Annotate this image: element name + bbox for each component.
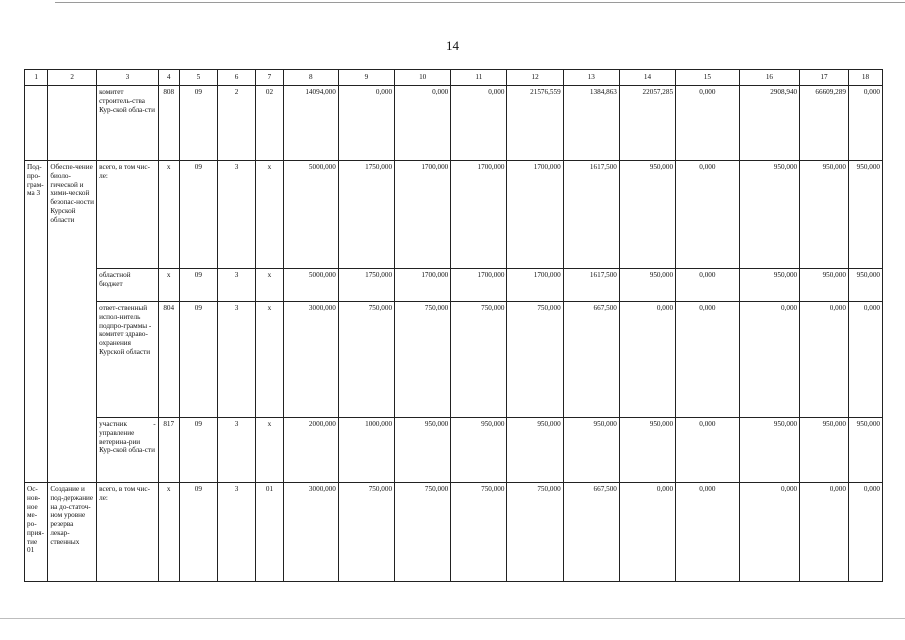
value-cell: 0,000 bbox=[800, 302, 849, 418]
value-cell: 667,500 bbox=[563, 302, 619, 418]
value-cell: 0,000 bbox=[739, 302, 799, 418]
om-cell: 01 bbox=[256, 483, 284, 582]
source-cell: всего, в том чис-ле: bbox=[97, 483, 159, 582]
program-cell: Ос-нов-ное ме-ро-прия-тие 01 bbox=[25, 483, 48, 582]
value-cell: 950,000 bbox=[619, 418, 675, 483]
scan-edge-bottom bbox=[0, 618, 905, 619]
source-cell: участник - управление ветерина-рии Кур-ской обла-сти bbox=[97, 418, 159, 483]
value-cell: 0,000 bbox=[676, 418, 740, 483]
value-cell: 1700,000 bbox=[451, 161, 507, 269]
pgp-cell: 3 bbox=[217, 418, 255, 483]
value-cell: 1700,000 bbox=[507, 161, 563, 269]
om-cell: х bbox=[256, 302, 284, 418]
title-cell: Обеспе-чение биоло-гической и хими-ческой безопас-ности Курской области bbox=[48, 161, 97, 483]
header-cell: 11 bbox=[451, 70, 507, 86]
value-cell: 1750,000 bbox=[338, 269, 394, 302]
title-cell: Создание и под-держание на до-статоч-ном уровне резерва лекар-ственных bbox=[48, 483, 97, 582]
table-row bbox=[25, 483, 883, 582]
value-cell: 5000,000 bbox=[283, 161, 338, 269]
table-row bbox=[25, 161, 883, 269]
value-cell: 750,000 bbox=[451, 483, 507, 582]
value-cell: 1617,500 bbox=[563, 161, 619, 269]
value-cell: 0,000 bbox=[676, 483, 740, 582]
grbs-cell: 817 bbox=[158, 418, 179, 483]
value-cell: 0,000 bbox=[800, 483, 849, 582]
header-cell: 8 bbox=[283, 70, 338, 86]
grbs-cell: х bbox=[158, 483, 179, 582]
value-cell: 1700,000 bbox=[507, 269, 563, 302]
header-cell: 13 bbox=[563, 70, 619, 86]
value-cell: 0,000 bbox=[676, 161, 740, 269]
value-cell: 0,000 bbox=[676, 269, 740, 302]
om-cell: 02 bbox=[256, 86, 284, 161]
source-cell: комитет строитель-ства Кур-ской обла-сти bbox=[97, 86, 159, 161]
header-cell: 7 bbox=[256, 70, 284, 86]
table-row bbox=[25, 302, 883, 418]
value-cell: 950,000 bbox=[800, 269, 849, 302]
value-cell: 0,000 bbox=[338, 86, 394, 161]
source-cell: ответ-ственный испол-нитель подпро-граммы - комитет здраво-охранения Курской области bbox=[97, 302, 159, 418]
value-cell: 750,000 bbox=[395, 483, 451, 582]
header-cell: 15 bbox=[676, 70, 740, 86]
value-cell: 667,500 bbox=[563, 483, 619, 582]
value-cell: 950,000 bbox=[619, 161, 675, 269]
value-cell: 1750,000 bbox=[338, 161, 394, 269]
header-cell: 6 bbox=[217, 70, 255, 86]
gp-cell: 09 bbox=[179, 86, 217, 161]
pgp-cell: 2 bbox=[217, 86, 255, 161]
value-cell: 0,000 bbox=[848, 302, 882, 418]
value-cell: 0,000 bbox=[395, 86, 451, 161]
title-cell bbox=[48, 86, 97, 161]
value-cell: 66609,289 bbox=[800, 86, 849, 161]
scan-edge-top bbox=[55, 2, 905, 3]
value-cell: 750,000 bbox=[507, 302, 563, 418]
value-cell: 1000,000 bbox=[338, 418, 394, 483]
value-cell: 950,000 bbox=[800, 418, 849, 483]
om-cell: х bbox=[256, 269, 284, 302]
header-cell: 9 bbox=[338, 70, 394, 86]
grbs-cell: 804 bbox=[158, 302, 179, 418]
pgp-cell: 3 bbox=[217, 483, 255, 582]
value-cell: 1700,000 bbox=[395, 269, 451, 302]
value-cell: 0,000 bbox=[619, 483, 675, 582]
value-cell: 950,000 bbox=[507, 418, 563, 483]
value-cell: 950,000 bbox=[739, 418, 799, 483]
value-cell: 750,000 bbox=[395, 302, 451, 418]
grbs-cell: 808 bbox=[158, 86, 179, 161]
value-cell: 0,000 bbox=[676, 86, 740, 161]
value-cell: 1384,863 bbox=[563, 86, 619, 161]
program-cell: Под-про-грам-ма 3 bbox=[25, 161, 48, 483]
value-cell: 2908,940 bbox=[739, 86, 799, 161]
header-cell: 2 bbox=[48, 70, 97, 86]
value-cell: 1700,000 bbox=[451, 269, 507, 302]
pgp-cell: 3 bbox=[217, 269, 255, 302]
value-cell: 950,000 bbox=[848, 269, 882, 302]
table-row bbox=[25, 86, 883, 161]
header-cell: 10 bbox=[395, 70, 451, 86]
value-cell: 0,000 bbox=[451, 86, 507, 161]
pgp-cell: 3 bbox=[217, 302, 255, 418]
value-cell: 22057,285 bbox=[619, 86, 675, 161]
value-cell: 950,000 bbox=[739, 269, 799, 302]
value-cell: 0,000 bbox=[739, 483, 799, 582]
om-cell: х bbox=[256, 161, 284, 269]
value-cell: 3000,000 bbox=[283, 483, 338, 582]
source-cell: областной бюджет bbox=[97, 269, 159, 302]
value-cell: 950,000 bbox=[800, 161, 849, 269]
header-cell: 12 bbox=[507, 70, 563, 86]
value-cell: 750,000 bbox=[451, 302, 507, 418]
value-cell: 0,000 bbox=[848, 483, 882, 582]
table-row bbox=[25, 269, 883, 302]
gp-cell: 09 bbox=[179, 483, 217, 582]
value-cell: 950,000 bbox=[619, 269, 675, 302]
value-cell: 950,000 bbox=[563, 418, 619, 483]
value-cell: 750,000 bbox=[338, 302, 394, 418]
gp-cell: 09 bbox=[179, 161, 217, 269]
gp-cell: 09 bbox=[179, 302, 217, 418]
header-cell: 14 bbox=[619, 70, 675, 86]
page-number: 14 bbox=[446, 38, 459, 53]
header-cell: 4 bbox=[158, 70, 179, 86]
value-cell: 950,000 bbox=[451, 418, 507, 483]
header-cell: 18 bbox=[848, 70, 882, 86]
grbs-cell: х bbox=[158, 161, 179, 269]
value-cell: 0,000 bbox=[619, 302, 675, 418]
source-cell: всего, в том чис-ле: bbox=[97, 161, 159, 269]
value-cell: 950,000 bbox=[739, 161, 799, 269]
value-cell: 0,000 bbox=[676, 302, 740, 418]
value-cell: 750,000 bbox=[507, 483, 563, 582]
value-cell: 0,000 bbox=[848, 86, 882, 161]
table-row bbox=[25, 418, 883, 483]
om-cell: х bbox=[256, 418, 284, 483]
value-cell: 1700,000 bbox=[395, 161, 451, 269]
value-cell: 14094,000 bbox=[283, 86, 338, 161]
value-cell: 750,000 bbox=[338, 483, 394, 582]
value-cell: 950,000 bbox=[395, 418, 451, 483]
header-cell: 16 bbox=[739, 70, 799, 86]
value-cell: 950,000 bbox=[848, 418, 882, 483]
budget-table bbox=[24, 69, 883, 582]
program-cell bbox=[25, 86, 48, 161]
value-cell: 2000,000 bbox=[283, 418, 338, 483]
header-row bbox=[25, 70, 883, 86]
grbs-cell: х bbox=[158, 269, 179, 302]
gp-cell: 09 bbox=[179, 269, 217, 302]
header-cell: 3 bbox=[97, 70, 159, 86]
value-cell: 21576,559 bbox=[507, 86, 563, 161]
header-cell: 1 bbox=[25, 70, 48, 86]
header-cell: 5 bbox=[179, 70, 217, 86]
gp-cell: 09 bbox=[179, 418, 217, 483]
header-cell: 17 bbox=[800, 70, 849, 86]
value-cell: 950,000 bbox=[848, 161, 882, 269]
value-cell: 5000,000 bbox=[283, 269, 338, 302]
value-cell: 3000,000 bbox=[283, 302, 338, 418]
value-cell: 1617,500 bbox=[563, 269, 619, 302]
pgp-cell: 3 bbox=[217, 161, 255, 269]
